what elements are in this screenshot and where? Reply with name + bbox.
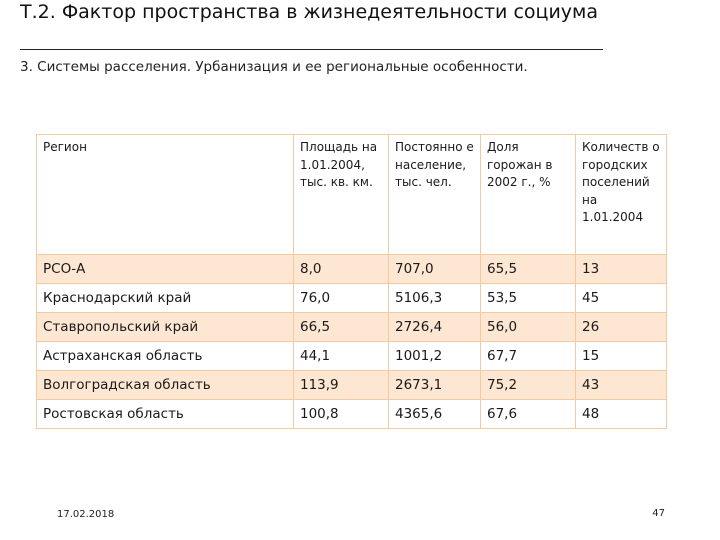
cell-urban-share: 67,6 xyxy=(481,400,576,429)
cell-urban-settlements: 45 xyxy=(576,284,667,313)
header-urban-settlements: Количеств о городских поселений на 1.01.2004 xyxy=(576,135,667,255)
cell-region: РСО-А xyxy=(37,255,294,284)
slide-subtitle: 3. Системы расселения. Урбанизация и ее региональные особенности. xyxy=(20,59,528,75)
table-row xyxy=(37,371,667,400)
slide-title: Т.2. Фактор пространства в жизнедеятельности социума xyxy=(20,1,599,23)
cell-population: 4365,6 xyxy=(389,400,481,429)
cell-urban-settlements: 13 xyxy=(576,255,667,284)
cell-population: 1001,2 xyxy=(389,342,481,371)
table-header-row xyxy=(37,135,667,255)
cell-urban-settlements: 26 xyxy=(576,313,667,342)
cell-urban-share: 56,0 xyxy=(481,313,576,342)
header-area: Площадь на 1.01.2004, тыс. кв. км. xyxy=(294,135,389,255)
cell-urban-settlements: 15 xyxy=(576,342,667,371)
cell-urban-share: 65,5 xyxy=(481,255,576,284)
header-urban-share: Доля горожан в 2002 г., % xyxy=(481,135,576,255)
cell-area: 44,1 xyxy=(294,342,389,371)
table-row xyxy=(37,400,667,429)
cell-area: 8,0 xyxy=(294,255,389,284)
title-underline xyxy=(20,49,603,50)
cell-area: 76,0 xyxy=(294,284,389,313)
cell-population: 5106,3 xyxy=(389,284,481,313)
table-row xyxy=(37,255,667,284)
page-number: 47 xyxy=(652,508,665,519)
cell-region: Краснодарский край xyxy=(37,284,294,313)
table-row xyxy=(37,342,667,371)
header-region: Регион xyxy=(37,135,294,255)
cell-population: 707,0 xyxy=(389,255,481,284)
cell-region: Волгоградская область xyxy=(37,371,294,400)
header-population: Постоянно е население, тыс. чел. xyxy=(389,135,481,255)
cell-urban-settlements: 43 xyxy=(576,371,667,400)
footer-date: 17.02.2018 xyxy=(57,509,115,520)
cell-urban-share: 67,7 xyxy=(481,342,576,371)
cell-population: 2726,4 xyxy=(389,313,481,342)
cell-population: 2673,1 xyxy=(389,371,481,400)
table-row xyxy=(37,313,667,342)
cell-region: Астраханская область xyxy=(37,342,294,371)
cell-urban-share: 75,2 xyxy=(481,371,576,400)
cell-region: Ставропольский край xyxy=(37,313,294,342)
cell-area: 66,5 xyxy=(294,313,389,342)
cell-area: 100,8 xyxy=(294,400,389,429)
table-row xyxy=(37,284,667,313)
settlement-table xyxy=(36,134,667,429)
cell-region: Ростовская область xyxy=(37,400,294,429)
cell-area: 113,9 xyxy=(294,371,389,400)
cell-urban-share: 53,5 xyxy=(481,284,576,313)
cell-urban-settlements: 48 xyxy=(576,400,667,429)
